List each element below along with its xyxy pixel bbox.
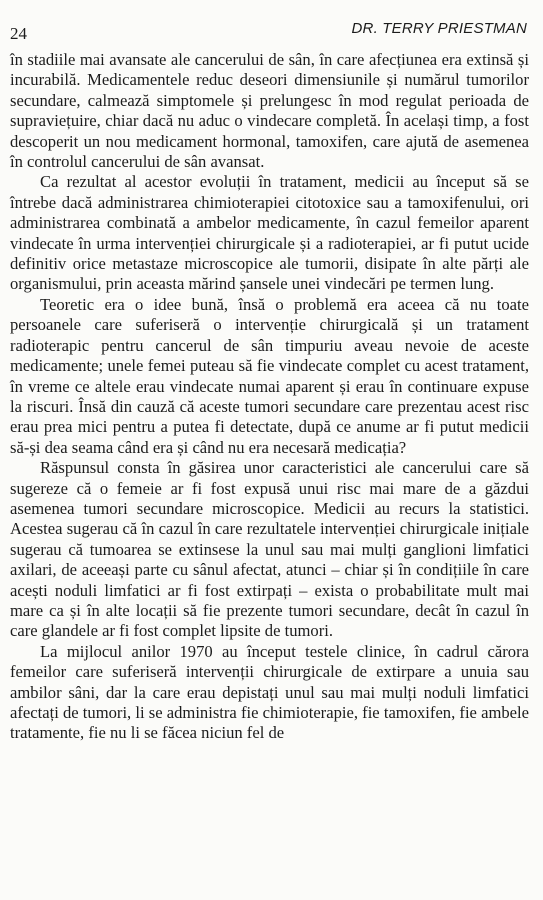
running-title: DR. TERRY PRIESTMAN xyxy=(351,20,527,37)
page-number: 24 xyxy=(10,24,27,43)
paragraph-continuation: în stadiile mai avansate ale cancerului de sân, în care afecțiunea era extinsă și incurabilă. Medicamentele reduc deseori dimensiunile și numărul tumorilor secundare, calmează simptomele și prelungesc în mod regulat perioada de supraviețuire, chiar dacă nu aduc o vindecare completă. În același timp, a fost descoperit un nou medicament hormonal, tamoxifen, care ajută de asemenea în controlul cancerului de sân avansat. xyxy=(10,50,529,172)
paragraph: La mijlocul anilor 1970 au început testele clinice, în cadrul cărora femeilor care suferiseră intervenții chirurgicale de extirpare a unuia sau ambilor sâni, dar la care erau depistați unul sau mai mulți noduli limfatici afectați de tumori, li se administra fie chimioterapie, fie tamoxifen, fie ambele tratamente, fie nu li se făcea niciun fel de xyxy=(10,641,529,743)
paragraph: Răspunsul consta în găsirea unor caracteristici ale cancerului care să sugereze că o femeie ar fi fost expusă unui risc mai mare de a găzdui asemenea tumori secundare microscopice. Medicii au recurs la statistici. Acestea sugerau că în cazul în care rezultatele intervenției chirurgicale inițiale sugerau că tumoarea se extinsese la unul sau mai mulți ganglioni limfatici axilari, de aceeași parte cu sânul afectat, atunci – chiar și în condițiile în care acești noduli limfatici ar fi fost extirpați – exista o probabilitate mult mai mare ca și în alte locații să fie prezente tumori secundare, decât în cazul în care glandele ar fi fost complet lipsite de tumori. xyxy=(10,458,529,641)
page-header xyxy=(10,20,529,44)
paragraph: Ca rezultat al acestor evoluții în tratament, medicii au început să se întrebe dacă administrarea chimioterapiei citotoxice sau a tamoxifenului, ori administrarea combinată a ambelor medicamente, în cazul femeilor aparent vindecate în urma intervenției chirurgicale și a radioterapiei, ar fi putut ucide definitiv orice metastaze microscopice ale tumorii, disipate în alte părți ale organismului, prin aceasta mărind șansele unei vindecări pe termen lung. xyxy=(10,172,529,294)
paragraph: Teoretic era o idee bună, însă o problemă era aceea că nu toate persoanele care suferiseră o intervenție chirurgicală și un tratament radioterapic pentru cancerul de sân timpuriu aveau nevoie de aceste medicamente; unele femei puteau să fie vindecate complet cu acest tratament, în vreme ce altele erau vindecate numai aparent și erau în continuare expuse la riscuri. Însă din cauză că aceste tumori secundare care prezentau acest risc erau prea mici pentru a putea fi detectate, după ce anume ar fi putut medicii să-și dea seama când era și când nu era necesară medicația? xyxy=(10,294,529,457)
body-text xyxy=(10,50,529,744)
